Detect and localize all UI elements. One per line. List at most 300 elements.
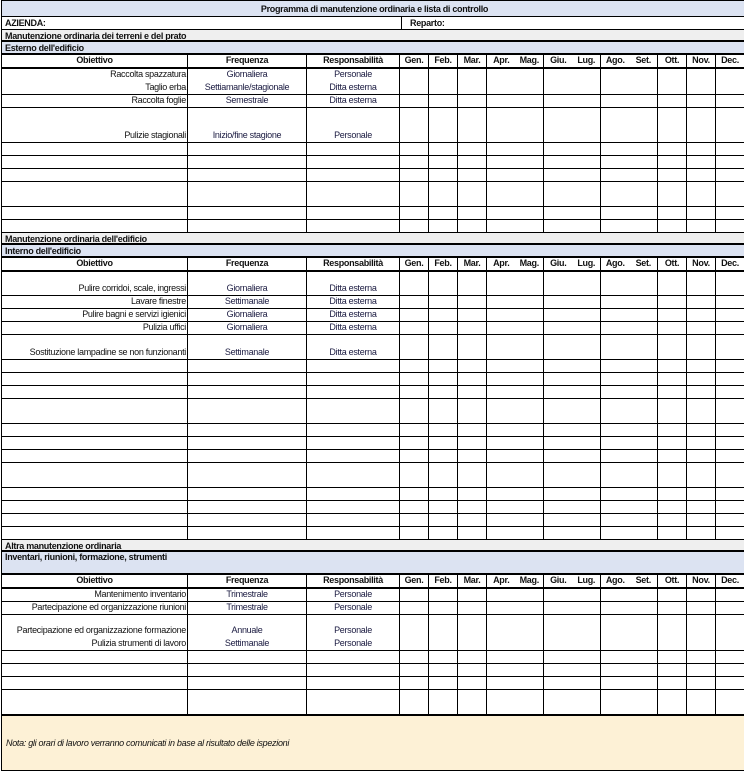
month-check-cell[interactable] [601, 373, 630, 385]
month-check-cell[interactable] [516, 677, 545, 689]
month-check-cell[interactable] [487, 156, 516, 168]
objective-cell[interactable] [2, 335, 188, 359]
month-check-cell[interactable] [544, 677, 573, 689]
month-check-cell[interactable] [630, 514, 659, 526]
month-check-cell[interactable] [400, 296, 429, 308]
month-check-cell[interactable] [658, 463, 687, 487]
objective-cell[interactable] [2, 424, 188, 436]
month-check-cell[interactable] [487, 424, 516, 436]
month-check-cell[interactable] [687, 690, 716, 714]
month-check-cell[interactable] [630, 220, 659, 232]
month-check-cell[interactable] [458, 589, 487, 601]
month-check-cell[interactable] [630, 322, 659, 334]
month-check-cell[interactable] [458, 527, 487, 539]
month-check-cell[interactable] [429, 602, 458, 614]
month-check-cell[interactable] [658, 677, 687, 689]
frequency-cell[interactable] [188, 108, 307, 142]
month-check-cell[interactable] [630, 615, 659, 650]
month-check-cell[interactable] [516, 463, 545, 487]
frequency-cell[interactable] [188, 207, 307, 219]
month-check-cell[interactable] [458, 399, 487, 423]
month-check-cell[interactable] [687, 664, 716, 676]
month-check-cell[interactable] [487, 615, 516, 650]
month-check-cell[interactable] [573, 143, 602, 155]
frequency-cell[interactable] [188, 399, 307, 423]
month-check-cell[interactable] [573, 296, 602, 308]
month-check-cell[interactable] [544, 272, 573, 295]
month-check-cell[interactable] [400, 108, 429, 142]
frequency-cell[interactable] [188, 272, 307, 295]
month-check-cell[interactable] [716, 335, 744, 359]
month-check-cell[interactable] [658, 272, 687, 295]
month-check-cell[interactable] [458, 322, 487, 334]
month-check-cell[interactable] [630, 424, 659, 436]
objective-cell[interactable] [2, 143, 188, 155]
month-check-cell[interactable] [544, 589, 573, 601]
objective-cell[interactable] [2, 169, 188, 181]
objective-cell[interactable] [2, 220, 188, 232]
month-check-cell[interactable] [400, 272, 429, 295]
month-check-cell[interactable] [516, 272, 545, 295]
month-check-cell[interactable] [458, 95, 487, 107]
month-check-cell[interactable] [544, 690, 573, 714]
month-check-cell[interactable] [573, 182, 602, 206]
month-check-cell[interactable] [573, 272, 602, 295]
month-check-cell[interactable] [573, 322, 602, 334]
month-check-cell[interactable] [601, 95, 630, 107]
month-check-cell[interactable] [687, 501, 716, 513]
month-check-cell[interactable] [429, 169, 458, 181]
month-check-cell[interactable] [429, 322, 458, 334]
month-check-cell[interactable] [516, 437, 545, 449]
objective-cell[interactable] [2, 386, 188, 398]
month-check-cell[interactable] [687, 360, 716, 372]
month-check-cell[interactable] [487, 589, 516, 601]
month-check-cell[interactable] [573, 309, 602, 321]
month-check-cell[interactable] [573, 95, 602, 107]
month-check-cell[interactable] [716, 95, 744, 107]
month-check-cell[interactable] [458, 664, 487, 676]
frequency-cell[interactable] [188, 309, 307, 321]
month-check-cell[interactable] [658, 589, 687, 601]
month-check-cell[interactable] [630, 143, 659, 155]
month-check-cell[interactable] [716, 602, 744, 614]
month-check-cell[interactable] [544, 514, 573, 526]
month-check-cell[interactable] [687, 182, 716, 206]
responsibility-cell[interactable] [307, 373, 400, 385]
month-check-cell[interactable] [516, 143, 545, 155]
month-check-cell[interactable] [516, 527, 545, 539]
objective-cell[interactable] [2, 182, 188, 206]
month-check-cell[interactable] [487, 386, 516, 398]
month-check-cell[interactable] [716, 296, 744, 308]
month-check-cell[interactable] [400, 450, 429, 462]
responsibility-cell[interactable] [307, 690, 400, 714]
month-check-cell[interactable] [573, 108, 602, 142]
month-check-cell[interactable] [687, 296, 716, 308]
objective-cell[interactable] [2, 450, 188, 462]
month-check-cell[interactable] [487, 651, 516, 663]
frequency-cell[interactable] [188, 386, 307, 398]
month-check-cell[interactable] [658, 156, 687, 168]
frequency-cell[interactable] [188, 450, 307, 462]
month-check-cell[interactable] [487, 95, 516, 107]
month-check-cell[interactable] [487, 108, 516, 142]
month-check-cell[interactable] [516, 322, 545, 334]
responsibility-cell[interactable] [307, 677, 400, 689]
month-check-cell[interactable] [487, 527, 516, 539]
month-check-cell[interactable] [429, 677, 458, 689]
month-check-cell[interactable] [458, 386, 487, 398]
month-check-cell[interactable] [544, 437, 573, 449]
objective-cell[interactable] [2, 207, 188, 219]
month-check-cell[interactable] [516, 514, 545, 526]
month-check-cell[interactable] [544, 602, 573, 614]
month-check-cell[interactable] [516, 664, 545, 676]
month-check-cell[interactable] [658, 360, 687, 372]
month-check-cell[interactable] [429, 463, 458, 487]
month-check-cell[interactable] [716, 207, 744, 219]
frequency-cell[interactable] [188, 169, 307, 181]
responsibility-cell[interactable] [307, 437, 400, 449]
responsibility-cell[interactable] [307, 220, 400, 232]
month-check-cell[interactable] [458, 690, 487, 714]
month-check-cell[interactable] [400, 651, 429, 663]
month-check-cell[interactable] [458, 272, 487, 295]
month-check-cell[interactable] [687, 386, 716, 398]
frequency-cell[interactable] [188, 69, 307, 94]
month-check-cell[interactable] [687, 437, 716, 449]
month-check-cell[interactable] [687, 463, 716, 487]
responsibility-cell[interactable] [307, 207, 400, 219]
month-check-cell[interactable] [601, 615, 630, 650]
month-check-cell[interactable] [601, 69, 630, 94]
month-check-cell[interactable] [716, 309, 744, 321]
responsibility-cell[interactable] [307, 664, 400, 676]
month-check-cell[interactable] [687, 677, 716, 689]
month-check-cell[interactable] [687, 514, 716, 526]
month-check-cell[interactable] [573, 488, 602, 500]
month-check-cell[interactable] [429, 450, 458, 462]
objective-cell[interactable] [2, 501, 188, 513]
month-check-cell[interactable] [573, 615, 602, 650]
month-check-cell[interactable] [601, 651, 630, 663]
month-check-cell[interactable] [573, 424, 602, 436]
month-check-cell[interactable] [630, 169, 659, 181]
month-check-cell[interactable] [573, 69, 602, 94]
month-check-cell[interactable] [458, 677, 487, 689]
month-check-cell[interactable] [400, 156, 429, 168]
month-check-cell[interactable] [487, 664, 516, 676]
month-check-cell[interactable] [458, 514, 487, 526]
responsibility-cell[interactable] [307, 501, 400, 513]
month-check-cell[interactable] [716, 143, 744, 155]
responsibility-cell[interactable] [307, 488, 400, 500]
month-check-cell[interactable] [458, 156, 487, 168]
month-check-cell[interactable] [516, 450, 545, 462]
month-check-cell[interactable] [400, 488, 429, 500]
month-check-cell[interactable] [687, 220, 716, 232]
month-check-cell[interactable] [544, 108, 573, 142]
month-check-cell[interactable] [516, 589, 545, 601]
month-check-cell[interactable] [544, 296, 573, 308]
month-check-cell[interactable] [601, 690, 630, 714]
frequency-cell[interactable] [188, 182, 307, 206]
month-check-cell[interactable] [573, 602, 602, 614]
month-check-cell[interactable] [716, 651, 744, 663]
month-check-cell[interactable] [516, 108, 545, 142]
month-check-cell[interactable] [458, 296, 487, 308]
objective-cell[interactable] [2, 437, 188, 449]
month-check-cell[interactable] [601, 322, 630, 334]
month-check-cell[interactable] [687, 69, 716, 94]
month-check-cell[interactable] [573, 664, 602, 676]
month-check-cell[interactable] [716, 399, 744, 423]
month-check-cell[interactable] [400, 602, 429, 614]
month-check-cell[interactable] [458, 651, 487, 663]
month-check-cell[interactable] [400, 589, 429, 601]
month-check-cell[interactable] [630, 677, 659, 689]
month-check-cell[interactable] [429, 514, 458, 526]
month-check-cell[interactable] [516, 207, 545, 219]
month-check-cell[interactable] [716, 488, 744, 500]
month-check-cell[interactable] [487, 488, 516, 500]
month-check-cell[interactable] [458, 501, 487, 513]
month-check-cell[interactable] [429, 207, 458, 219]
month-check-cell[interactable] [487, 602, 516, 614]
objective-cell[interactable] [2, 690, 188, 714]
objective-cell[interactable] [2, 95, 188, 107]
month-check-cell[interactable] [544, 399, 573, 423]
month-check-cell[interactable] [487, 677, 516, 689]
month-check-cell[interactable] [516, 602, 545, 614]
month-check-cell[interactable] [544, 488, 573, 500]
month-check-cell[interactable] [687, 488, 716, 500]
month-check-cell[interactable] [458, 602, 487, 614]
month-check-cell[interactable] [658, 424, 687, 436]
responsibility-cell[interactable] [307, 108, 400, 142]
month-check-cell[interactable] [573, 169, 602, 181]
responsibility-cell[interactable] [307, 386, 400, 398]
month-check-cell[interactable] [630, 386, 659, 398]
month-check-cell[interactable] [658, 602, 687, 614]
frequency-cell[interactable] [188, 664, 307, 676]
month-check-cell[interactable] [630, 399, 659, 423]
month-check-cell[interactable] [400, 69, 429, 94]
month-check-cell[interactable] [400, 399, 429, 423]
frequency-cell[interactable] [188, 514, 307, 526]
frequency-cell[interactable] [188, 501, 307, 513]
month-check-cell[interactable] [601, 437, 630, 449]
month-check-cell[interactable] [487, 335, 516, 359]
responsibility-cell[interactable] [307, 182, 400, 206]
responsibility-cell[interactable] [307, 399, 400, 423]
month-check-cell[interactable] [458, 373, 487, 385]
responsibility-cell[interactable] [307, 589, 400, 601]
month-check-cell[interactable] [687, 309, 716, 321]
month-check-cell[interactable] [716, 156, 744, 168]
frequency-cell[interactable] [188, 488, 307, 500]
month-check-cell[interactable] [400, 143, 429, 155]
month-check-cell[interactable] [544, 156, 573, 168]
month-check-cell[interactable] [487, 309, 516, 321]
objective-cell[interactable] [2, 69, 188, 94]
month-check-cell[interactable] [601, 182, 630, 206]
month-check-cell[interactable] [458, 335, 487, 359]
month-check-cell[interactable] [487, 182, 516, 206]
month-check-cell[interactable] [487, 296, 516, 308]
month-check-cell[interactable] [716, 386, 744, 398]
month-check-cell[interactable] [716, 169, 744, 181]
month-check-cell[interactable] [516, 399, 545, 423]
month-check-cell[interactable] [458, 463, 487, 487]
objective-cell[interactable] [2, 589, 188, 601]
month-check-cell[interactable] [544, 169, 573, 181]
month-check-cell[interactable] [658, 108, 687, 142]
month-check-cell[interactable] [658, 207, 687, 219]
month-check-cell[interactable] [458, 360, 487, 372]
month-check-cell[interactable] [544, 322, 573, 334]
objective-cell[interactable] [2, 615, 188, 650]
month-check-cell[interactable] [487, 69, 516, 94]
objective-cell[interactable] [2, 651, 188, 663]
month-check-cell[interactable] [400, 182, 429, 206]
month-check-cell[interactable] [400, 207, 429, 219]
month-check-cell[interactable] [716, 527, 744, 539]
month-check-cell[interactable] [487, 399, 516, 423]
month-check-cell[interactable] [658, 488, 687, 500]
month-check-cell[interactable] [630, 501, 659, 513]
responsibility-cell[interactable] [307, 335, 400, 359]
month-check-cell[interactable] [716, 108, 744, 142]
month-check-cell[interactable] [573, 514, 602, 526]
month-check-cell[interactable] [400, 386, 429, 398]
frequency-cell[interactable] [188, 527, 307, 539]
month-check-cell[interactable] [516, 386, 545, 398]
month-check-cell[interactable] [601, 335, 630, 359]
responsibility-cell[interactable] [307, 95, 400, 107]
month-check-cell[interactable] [630, 488, 659, 500]
frequency-cell[interactable] [188, 143, 307, 155]
responsibility-cell[interactable] [307, 169, 400, 181]
month-check-cell[interactable] [658, 399, 687, 423]
month-check-cell[interactable] [658, 386, 687, 398]
month-check-cell[interactable] [400, 463, 429, 487]
month-check-cell[interactable] [516, 309, 545, 321]
month-check-cell[interactable] [658, 450, 687, 462]
month-check-cell[interactable] [687, 322, 716, 334]
month-check-cell[interactable] [516, 360, 545, 372]
month-check-cell[interactable] [429, 615, 458, 650]
responsibility-cell[interactable] [307, 424, 400, 436]
month-check-cell[interactable] [630, 463, 659, 487]
month-check-cell[interactable] [458, 424, 487, 436]
responsibility-cell[interactable] [307, 156, 400, 168]
month-check-cell[interactable] [458, 615, 487, 650]
month-check-cell[interactable] [658, 373, 687, 385]
month-check-cell[interactable] [458, 220, 487, 232]
month-check-cell[interactable] [630, 690, 659, 714]
month-check-cell[interactable] [658, 527, 687, 539]
month-check-cell[interactable] [687, 207, 716, 219]
month-check-cell[interactable] [658, 437, 687, 449]
month-check-cell[interactable] [487, 360, 516, 372]
month-check-cell[interactable] [658, 169, 687, 181]
month-check-cell[interactable] [544, 182, 573, 206]
month-check-cell[interactable] [400, 514, 429, 526]
month-check-cell[interactable] [573, 690, 602, 714]
month-check-cell[interactable] [601, 220, 630, 232]
month-check-cell[interactable] [516, 488, 545, 500]
month-check-cell[interactable] [716, 690, 744, 714]
month-check-cell[interactable] [544, 220, 573, 232]
month-check-cell[interactable] [487, 690, 516, 714]
month-check-cell[interactable] [400, 690, 429, 714]
month-check-cell[interactable] [630, 272, 659, 295]
month-check-cell[interactable] [400, 527, 429, 539]
month-check-cell[interactable] [716, 360, 744, 372]
month-check-cell[interactable] [658, 143, 687, 155]
month-check-cell[interactable] [544, 450, 573, 462]
month-check-cell[interactable] [400, 220, 429, 232]
month-check-cell[interactable] [630, 373, 659, 385]
objective-cell[interactable] [2, 108, 188, 142]
month-check-cell[interactable] [458, 182, 487, 206]
month-check-cell[interactable] [573, 437, 602, 449]
month-check-cell[interactable] [544, 501, 573, 513]
month-check-cell[interactable] [487, 450, 516, 462]
month-check-cell[interactable] [716, 424, 744, 436]
frequency-cell[interactable] [188, 437, 307, 449]
month-check-cell[interactable] [630, 651, 659, 663]
month-check-cell[interactable] [573, 463, 602, 487]
month-check-cell[interactable] [544, 309, 573, 321]
month-check-cell[interactable] [487, 463, 516, 487]
month-check-cell[interactable] [687, 602, 716, 614]
month-check-cell[interactable] [487, 373, 516, 385]
month-check-cell[interactable] [716, 501, 744, 513]
month-check-cell[interactable] [429, 360, 458, 372]
month-check-cell[interactable] [544, 373, 573, 385]
month-check-cell[interactable] [487, 143, 516, 155]
month-check-cell[interactable] [429, 335, 458, 359]
objective-cell[interactable] [2, 399, 188, 423]
objective-cell[interactable] [2, 360, 188, 372]
frequency-cell[interactable] [188, 335, 307, 359]
month-check-cell[interactable] [487, 207, 516, 219]
month-check-cell[interactable] [400, 424, 429, 436]
month-check-cell[interactable] [687, 399, 716, 423]
month-check-cell[interactable] [630, 437, 659, 449]
month-check-cell[interactable] [429, 373, 458, 385]
month-check-cell[interactable] [601, 309, 630, 321]
month-check-cell[interactable] [687, 373, 716, 385]
month-check-cell[interactable] [687, 335, 716, 359]
month-check-cell[interactable] [544, 69, 573, 94]
month-check-cell[interactable] [516, 95, 545, 107]
month-check-cell[interactable] [716, 322, 744, 334]
month-check-cell[interactable] [601, 589, 630, 601]
objective-cell[interactable] [2, 272, 188, 295]
month-check-cell[interactable] [573, 501, 602, 513]
objective-cell[interactable] [2, 488, 188, 500]
frequency-cell[interactable] [188, 156, 307, 168]
month-check-cell[interactable] [716, 182, 744, 206]
month-check-cell[interactable] [458, 488, 487, 500]
month-check-cell[interactable] [544, 386, 573, 398]
frequency-cell[interactable] [188, 296, 307, 308]
month-check-cell[interactable] [429, 309, 458, 321]
